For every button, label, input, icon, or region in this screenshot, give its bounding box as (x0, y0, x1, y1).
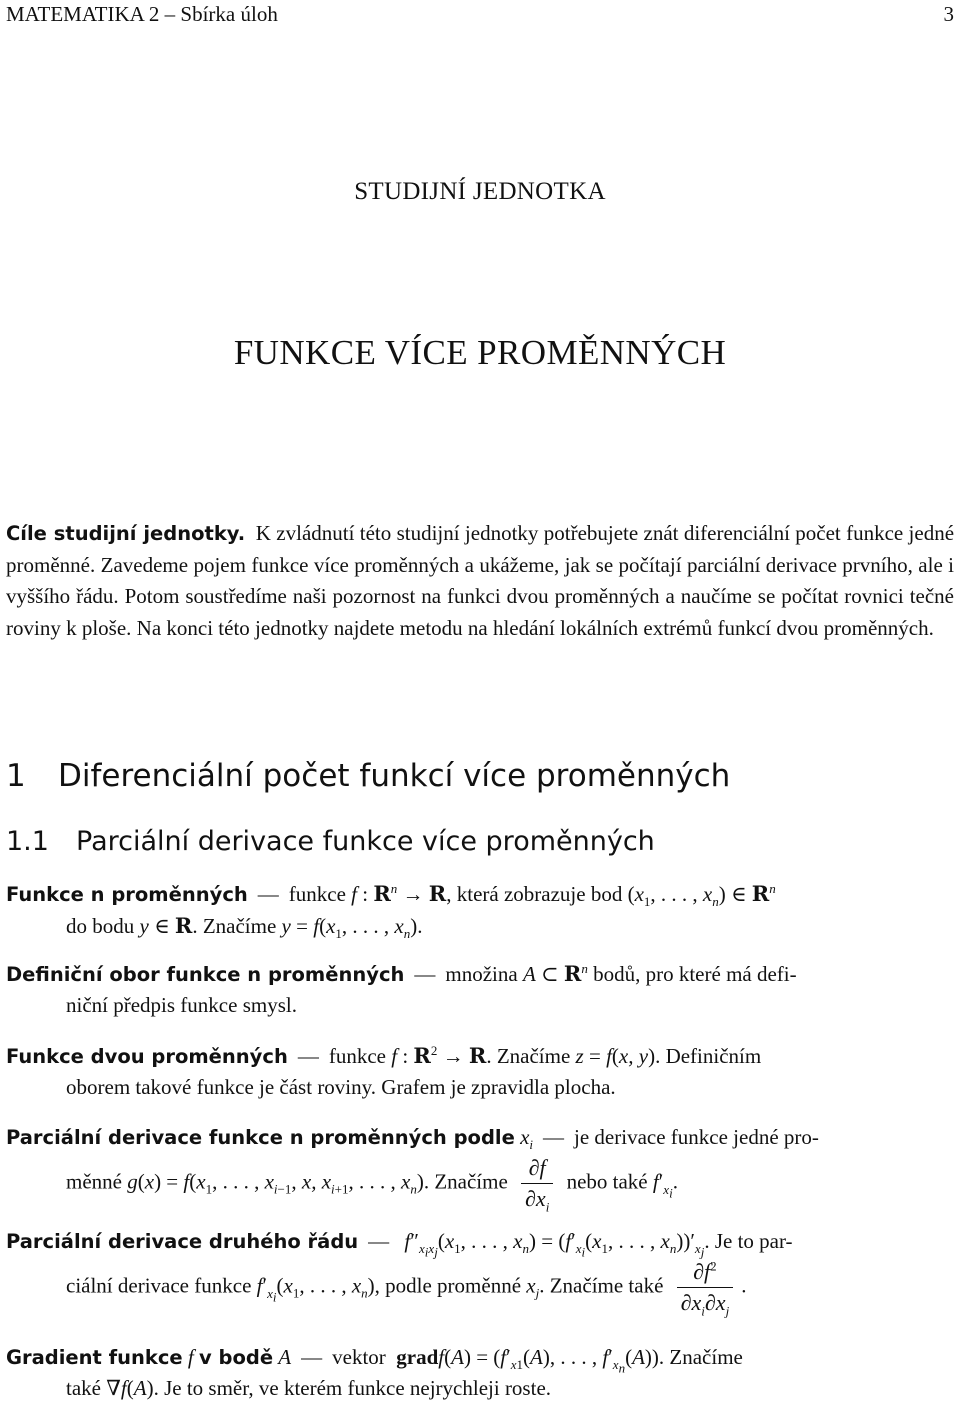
definition-second-order: Parciální derivace druhého řádu — $f''_{x_ix_j}(x_1$, . . . , $x_n) = (f'_{x_i}(x_1$, . . . , $x_n))'_{x_j}$. Je to par- ciální derivace funkce $f'_{x_i}(x_1$, . . . , $x_n$), podle proměnné $x_j$. Značíme také $\frac{\partial f^2}{\partial x_i\partial x_j}$ . (6, 1229, 793, 1319)
partial-derivative-fraction: $\frac{\partial f}{\partial x_i}$ (521, 1153, 553, 1214)
running-header (6, 2, 954, 28)
goals-paragraph (6, 518, 954, 644)
definition-term: Gradient funkce (6, 1346, 183, 1369)
unit-label: STUDIJNÍ JEDNOTKA (354, 178, 606, 205)
goals-heading: Cíle studijní jednotky. (6, 522, 246, 545)
section-number: 1 (6, 758, 26, 794)
subsection-title: Parciální derivace funkce více proměnných (76, 826, 655, 857)
course-title: MATEMATIKA 2 – Sbírka úloh (6, 2, 278, 26)
section-heading (6, 758, 730, 794)
definition-term: Funkce dvou proměnných (6, 1045, 288, 1068)
goals-text: K zvládnutí této studijní jednotky potřebujete znát diferenciální počet funkce jedné proměnné. Zavedeme pojem funkce více proměnných a ukážeme, jak se počítají parciální derivace prvního, ale i vyššího řádu. Potom soustředíme naši pozornost na funkci dvou proměnných a naučíme se počítat rovnici tečné roviny k ploše. Na konci této jednotky najdete metodu na hledání lokálních extrémů funkcí dvou proměnných. (6, 521, 955, 640)
definition-partial-derivative: Parciální derivace funkce n proměnných podle $x_i$ — je derivace funkce jedné pro- měnné $g(x) = f(x_1$, . . . , $x_{i-1}$, x, $x_{i+1}$, . . . , $x_n$). Značíme $\frac{\partial f}{\partial x_i}$ nebo také $f'_{x_i}$. (6, 1125, 819, 1215)
definition-term: Funkce n proměnných (6, 883, 248, 906)
subsection-number: 1.1 (6, 826, 49, 857)
definition-domain: Definiční obor funkce n proměnných — množina A ⊂ $R^n$ bodů, pro které má defi- niční předpis funkce smysl. (6, 961, 797, 1017)
section-title: Diferenciální počet funkcí více proměnných (58, 758, 731, 794)
definition-term: Parciální derivace funkce n proměnných podle (6, 1126, 515, 1149)
definition-term: Parciální derivace druhého řádu (6, 1230, 359, 1253)
unit-title: FUNKCE VÍCE PROMĚNNÝCH (233, 333, 727, 372)
second-derivative-fraction: $\frac{\partial f^2}{\partial x_i\partial x_j}$ (677, 1257, 734, 1318)
page-number: 3 (943, 2, 954, 26)
definition-term: Definiční obor funkce n proměnných (6, 963, 405, 986)
definition-function-n-variables: Funkce n proměnných — funkce f : $R^n \to R$, která zobrazuje bod ($x_1$, . . . , $x_n$) ∈ $R^n$ do bodu y ∈ R. Značíme $y = f(x_1$, . . . , $x_n$). (6, 881, 776, 942)
definition-gradient: Gradient funkce f v bodě A — vektor gradf(A) = ($f'_{x1}(A)$, . . . , $f'_{x_n}(A)$). Značíme také ∇f(A). Je to směr, ve kterém funkce nejrychleji roste. (6, 1345, 743, 1400)
definition-function-two-variables: Funkce dvou proměnných — funkce f : $R^2 \to R$. Značíme z = f(x, y). Definičním oborem takové funkce je část roviny. Grafem je zpravidla plocha. (6, 1043, 762, 1099)
subsection-heading (6, 826, 655, 857)
